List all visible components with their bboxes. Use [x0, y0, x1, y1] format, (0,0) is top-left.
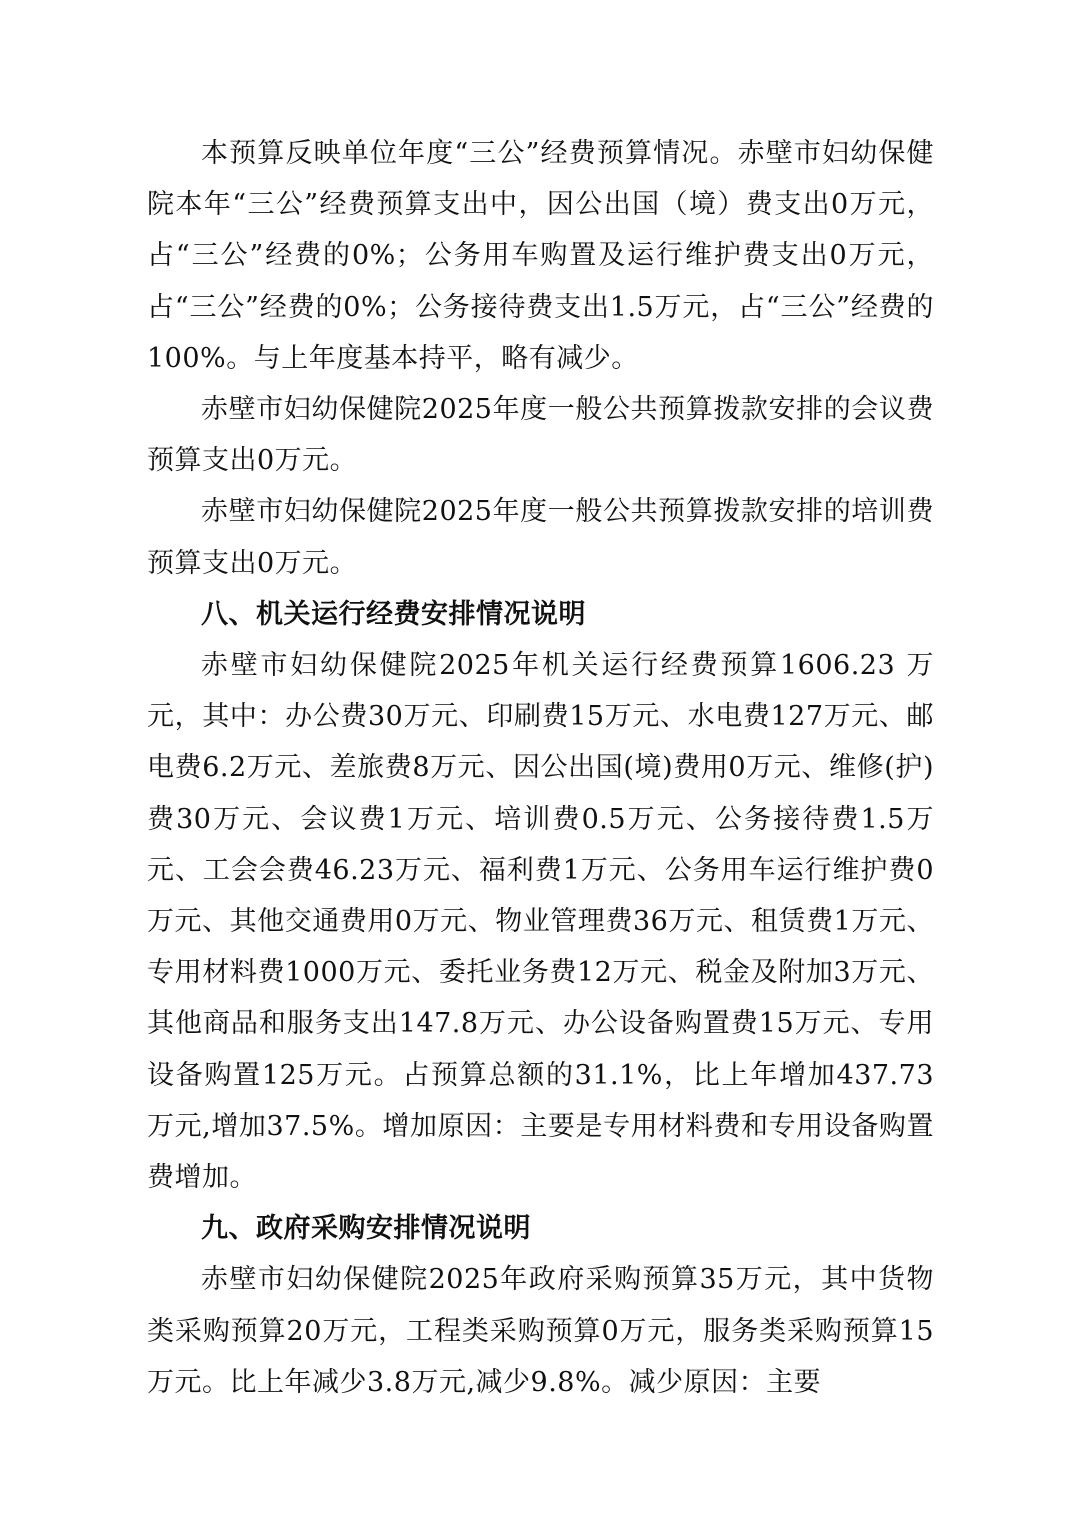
paragraph-sangong-budget: 本预算反映单位年度“三公”经费预算情况。赤壁市妇幼保健院本年“三公”经费预算支出中，因公出国（境）费支出0万元，占“三公”经费的0%；公务用车购置及运行维护费支出0万元，占“三公”经费的0%；公务接待费支出1.5万元，占“三公”经费的100%。与上年度基本持平，略有减少。 — [147, 138, 934, 374]
paragraph-procurement: 赤壁市妇幼保健院2025年政府采购预算35万元，其中货物类采购预算20万元，工程类采购预算0万元，服务类采购预算15万元。比上年减少3.8万元,减少9.8%。减少原因：主要 — [147, 1264, 934, 1398]
section-heading-9: 九、政府采购安排情况说明 — [201, 1213, 531, 1245]
paragraph-meeting-fee: 赤壁市妇幼保健院2025年度一般公共预算拨款安排的会议费预算支出0万元。 — [147, 394, 934, 477]
paragraph-operating-expenses: 赤壁市妇幼保健院2025年机关运行经费预算1606.23 万元，其中：办公费30万元、印刷费15万元、水电费127万元、邮电费6.2万元、差旅费8万元、因公出国(境)费用0万元、维修(护)费30万元、会议费1万元、培训费0.5万元、公务接待费1.5万元、工会会费46.23万元、福利费1万元、公务用车运行维护费0万元、其他交通费用0万元、物业管理费36万元、租赁费1万元、专用材料费1000万元、委托业务费12万元、税金及附加3万元、其他商品和服务支出147.8万元、办公设备购置费15万元、专用设备购置125万元。占预算总额的31.1%，比上年增加437.73万元,增加37.5%。增加原因：主要是专用材料费和专用设备购置费增加。 — [147, 650, 934, 1194]
section-heading-8: 八、机关运行经费安排情况说明 — [201, 598, 586, 630]
paragraph-training-fee: 赤壁市妇幼保健院2025年度一般公共预算拨款安排的培训费预算支出0万元。 — [147, 496, 934, 579]
